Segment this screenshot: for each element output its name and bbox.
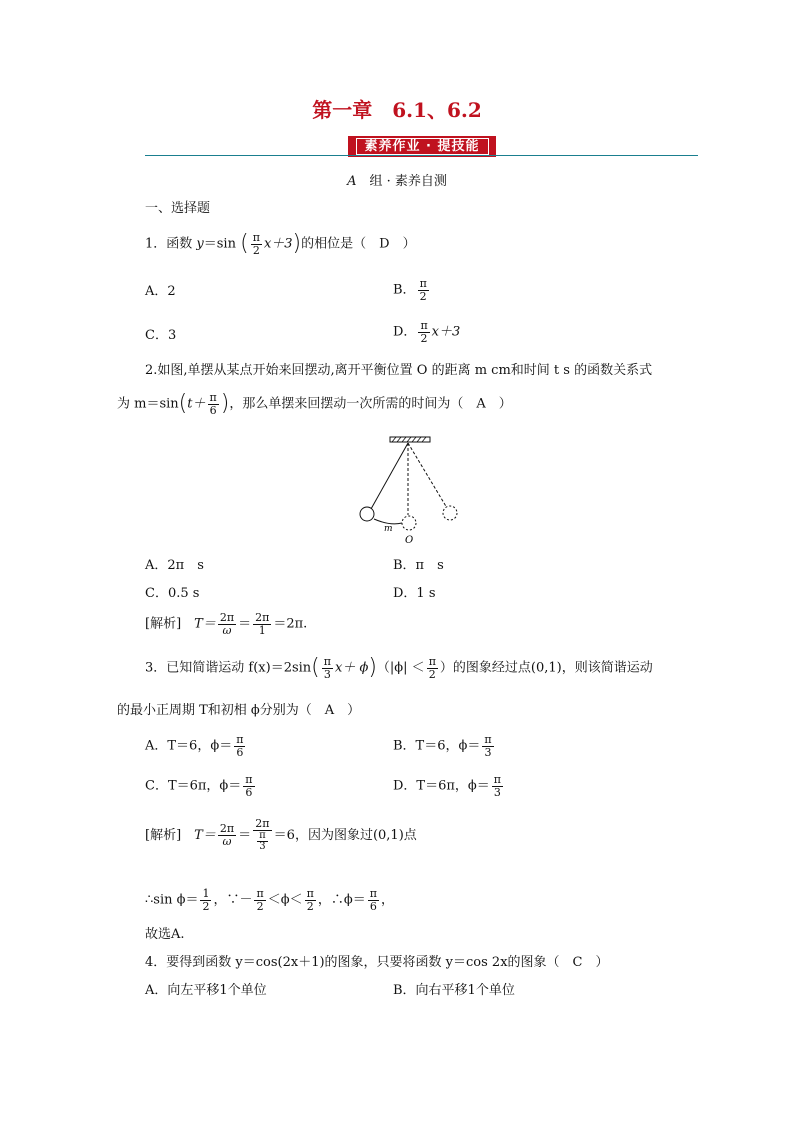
page-title: 第一章 6.1、6.2 bbox=[312, 98, 482, 122]
q4-option-a: A．向左平移1个单位 bbox=[145, 983, 267, 998]
swing-line bbox=[408, 443, 447, 508]
fig-label-m: m bbox=[384, 524, 393, 534]
q1-option-c: C．3 bbox=[145, 328, 177, 343]
q3-option-a: A．T＝6，ϕ＝ $\frac{\pi}{6}$ bbox=[145, 733, 244, 759]
pendulum-bob bbox=[360, 507, 374, 521]
q2-option-a: A．2π s bbox=[145, 558, 204, 573]
q2-analysis: [解析] T＝ $\frac{2\pi}{\omega}$ ＝ $\frac{2\pi}{1}$ ＝2π. bbox=[145, 611, 308, 637]
q3-analysis-line2: ∴sin ϕ＝ $\frac{1}{2}$ ，∵－ $\frac{\pi}{2}$ ＜ϕ＜ $\frac{\pi}{2}$ ，∴ϕ＝ $\frac{\pi}{6}$ ， bbox=[145, 887, 394, 913]
q1-option-d: D． $\frac{\pi}{2}$ x＋3 bbox=[393, 319, 461, 345]
group-heading: A 组 · 素养自测 bbox=[347, 174, 447, 189]
pendulum-string bbox=[371, 443, 408, 509]
q1-option-b: B． $\frac{\pi}{2}$ bbox=[393, 277, 427, 303]
question-4: 4．要得到函数 y＝cos(2x＋1)的图象，只要将函数 y＝cos 2x的图象（ C ） bbox=[145, 955, 609, 970]
q2-option-c: C．0.5 s bbox=[145, 586, 200, 601]
q3-option-c: C．T＝6π，ϕ＝ $\frac{\pi}{6}$ bbox=[145, 773, 253, 799]
q4-option-b: B．向右平移1个单位 bbox=[393, 983, 515, 998]
question-3-line2: 的最小正周期 T和初相 ϕ分别为（ A ） bbox=[117, 703, 361, 718]
q3-analysis: [解析] T＝ $\frac{2\pi}{\omega}$ ＝ $\frac{2\pi}{\frac{\pi}{3}}$ ＝6，因为图象过(0,1)点 bbox=[145, 817, 417, 853]
question-3-line1: 3．已知简谐运动 f(x)＝2sin( $\frac{\pi}{3}$ x＋ ϕ)（|ϕ| ＜ $\frac{\pi}{2}$ ）的图象经过点(0,1)，则该简谐运动 bbox=[145, 655, 653, 681]
part-label: 一、选择题 bbox=[145, 201, 211, 216]
section-banner: 素养作业 · 提技能 bbox=[348, 136, 496, 157]
q3-option-b: B．T＝6，ϕ＝ $\frac{\pi}{3}$ bbox=[393, 733, 492, 759]
q1-option-a: A．2 bbox=[145, 284, 176, 299]
q3-option-d: D．T＝6π，ϕ＝ $\frac{\pi}{3}$ bbox=[393, 773, 502, 799]
question-1: 1．函数 y＝sin ( $\frac{\pi}{2}$ x＋3)的相位是（ D ） bbox=[145, 231, 416, 257]
q2-option-d: D．1 s bbox=[393, 586, 436, 601]
question-2-line1: 2.如图,单摆从某点开始来回摆动,离开平衡位置 O 的距离 m cm和时间 t s 的函数关系式 bbox=[145, 363, 653, 378]
q3-choice: 故选A. bbox=[145, 927, 185, 942]
bob-right bbox=[443, 506, 457, 520]
bob-equilibrium bbox=[402, 516, 416, 530]
question-2-line2: 为 m＝sin(t＋ $\frac{\pi}{6}$ )，那么单摆来回摆动一次所需的时间为（ A ） bbox=[117, 391, 512, 417]
q2-option-b: B．π s bbox=[393, 558, 444, 573]
fig-label-o: O bbox=[405, 535, 414, 545]
header-rule bbox=[145, 155, 698, 156]
pendulum-figure bbox=[350, 433, 470, 545]
